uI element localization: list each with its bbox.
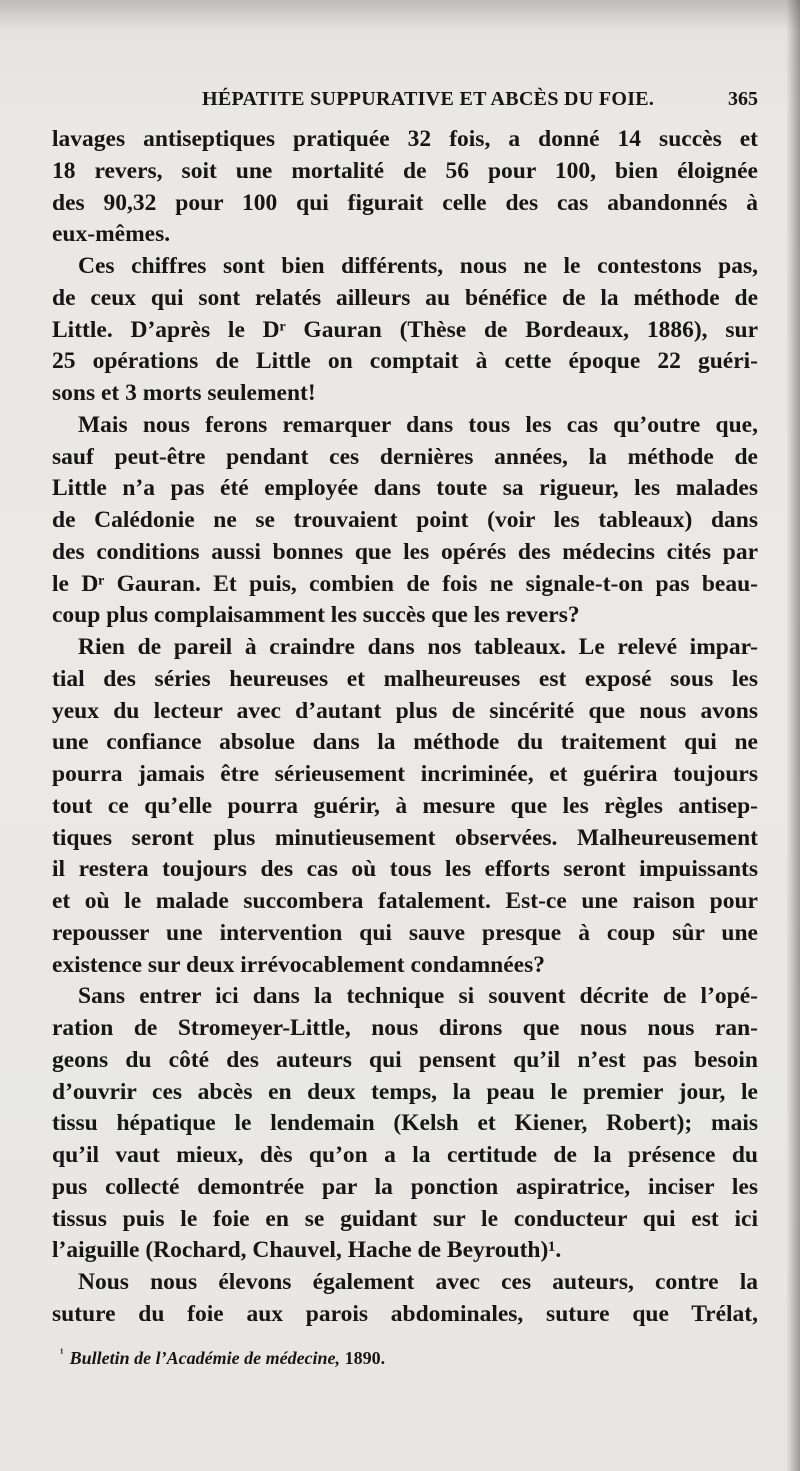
text-line: ration de Stromeyer-Little, nous dirons que nous nous ran- <box>52 1015 758 1041</box>
text-line: Little. D’après le Dʳ Gauran (Thèse de Bordeaux, 1886), sur <box>52 316 758 343</box>
text-line: pourra jamais être sérieusement incriminée, et guérira toujours <box>52 761 758 787</box>
text-line: tiques seront plus minutieusement observées. Malheureusement <box>52 824 758 851</box>
running-title: HÉPATITE SUPPURATIVE ET ABCÈS DU FOIE. <box>202 88 655 110</box>
text-line: tial des séries heureuses et malheureuses est exposé sous les <box>52 665 758 692</box>
text-line: 25 opérations de Little on comptait à cette époque 22 guéri- <box>52 348 758 375</box>
text-line: d’ouvrir ces abcès en deux temps, la peau le premier jour, le <box>52 1078 758 1105</box>
text-line: Little n’a pas été employée dans toute sa rigueur, les malades <box>52 475 758 502</box>
text-line: geons du côté des auteurs qui pensent qu’il n’est pas besoin <box>52 1046 758 1073</box>
text-line: et où le malade succombera fatalement. Est-ce une raison pour <box>52 888 758 914</box>
text-line: coup plus complaisamment les succès que les revers? <box>52 602 580 629</box>
text-line: Sans entrer ici dans la technique si souvent décrite de l’opé- <box>78 983 758 1010</box>
text-line: le Dʳ Gauran. Et puis, combien de fois ne signale-t-on pas beau- <box>52 570 758 597</box>
text-line: Nous nous élevons également avec ces auteurs, contre la <box>78 1269 758 1295</box>
text-line: pus collecté demontrée par la ponction aspiratrice, inciser les <box>52 1173 758 1200</box>
text-line: suture du foie aux parois abdominales, suture que Trélat, <box>52 1300 758 1327</box>
page-number: 365 <box>728 88 758 110</box>
text-line: de Calédonie ne se trouvaient point (voir les tableaux) dans <box>52 507 758 533</box>
footnote <box>60 1346 760 1369</box>
text-line: Rien de pareil à craindre dans nos tableaux. Le relevé impar- <box>78 634 758 660</box>
text-line: de ceux qui sont relatés ailleurs au bénéfice de la méthode de <box>52 284 758 311</box>
page-shadow-right <box>786 0 800 1471</box>
text-line: Ces chiffres sont bien différents, nous ne le contestons pas, <box>78 253 758 279</box>
text-line: une confiance absolue dans la méthode du traitement qui ne <box>52 729 758 756</box>
page-shadow-top <box>0 0 800 30</box>
text-line: sons et 3 morts seulement! <box>52 380 316 406</box>
text-line: yeux du lecteur avec d’autant plus de sincérité que nous avons <box>52 697 758 724</box>
text-line: des 90,32 pour 100 qui figurait celle des cas abandonnés à <box>52 189 758 216</box>
text-line: tout ce qu’elle pourra guérir, à mesure que les règles antisep- <box>52 792 758 819</box>
footnote-year: 1890. <box>344 1348 386 1368</box>
text-line: il restera toujours des cas où tous les efforts seront impuissants <box>52 856 758 883</box>
text-line: tissu hépatique le lendemain (Kelsh et Kiener, Robert); mais <box>52 1110 758 1137</box>
text-line: existence sur deux irrévocablement condamnées? <box>52 951 545 978</box>
text-line: Mais nous ferons remarquer dans tous les cas qu’outre que, <box>78 411 758 438</box>
text-line: tissus puis le foie en se guidant sur le conducteur qui est ici <box>52 1205 758 1232</box>
text-line: des conditions aussi bonnes que les opérés des médecins cités par <box>52 538 758 565</box>
text-line: l’aiguille (Rochard, Chauvel, Hache de Beyrouth)¹. <box>52 1237 562 1264</box>
text-line: lavages antiseptiques pratiquée 32 fois, a donné 14 succès et <box>52 126 758 152</box>
footnote-marker: ¹ <box>60 1346 64 1360</box>
text-line: repousser une intervention qui sauve presque à coup sûr une <box>52 919 758 946</box>
text-line: 18 revers, soit une mortalité de 56 pour 100, bien éloignée <box>52 157 758 184</box>
text-line: qu’il vaut mieux, dès qu’on a la certitude de la présence du <box>52 1142 758 1168</box>
text-line: eux-mêmes. <box>52 221 171 248</box>
text-line: sauf peut-être pendant ces dernières années, la méthode de <box>52 443 758 470</box>
running-header <box>52 88 758 118</box>
footnote-citation: Bulletin de l’Académie de médecine, <box>69 1348 341 1368</box>
body-text <box>52 124 758 1331</box>
